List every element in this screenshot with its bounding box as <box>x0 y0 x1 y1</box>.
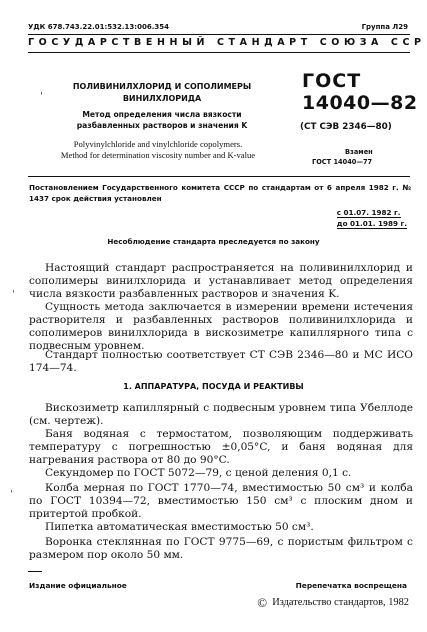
validity-dates <box>337 208 407 230</box>
margin-mark: ˈ <box>12 290 15 301</box>
section-heading: 1. АППАРАТУРА, ПОСУДА И РЕАКТИВЫ <box>123 382 304 391</box>
decree-text: Постановлением Государственного комитета СССР по стандартам от 6 апреля 1982 г. № 1437 срок действия установлен <box>29 183 411 203</box>
violation-notice: Несоблюдение стандарта преследуется по закону <box>107 237 320 246</box>
paragraph-flask: Колба мерная по ГОСТ 1770—74, вместимостью 50 см³ и колба по ГОСТ 10394—72, вместимостью 150 см³ с плоским дном и притертой пробкой. <box>29 482 413 520</box>
paragraph-stopwatch: Секундомер по ГОСТ 5072—79, с ценой деления 0,1 с. <box>45 467 352 479</box>
group-code: Группа Л29 <box>361 23 408 31</box>
copyright-icon: © <box>257 595 268 610</box>
margin-mark: ˈ <box>40 92 43 103</box>
english-title: Polyvinylchloride and vinylchloride copolymers. Method for determination viscosity number and K-value <box>60 139 256 160</box>
title-rule <box>28 176 410 177</box>
paragraph-water-bath: Баня водяная с термостатом, позволяющим поддерживать температуру с погрешностью ±0,05°C, и баня водяная для нагревания раствора от 80 до 90°C. <box>29 428 413 466</box>
paragraph-pipette: Пипетка автоматическая вместимостью 50 см³. <box>45 521 314 533</box>
paragraph-scope: Настоящий стандарт распространяется на поливинилхлорид и сополимеры винилхлорида и устанавливает метод определения числа вязкости разбавленных растворов и значения K. <box>29 262 413 300</box>
header-rule-top <box>28 34 410 35</box>
reprint-notice: Перепечатка воспрещена <box>295 581 407 590</box>
gost-number: 14040—82 <box>302 92 418 114</box>
publisher: Издательство стандартов, 1982 <box>272 597 409 608</box>
header-rule-bottom <box>28 52 410 53</box>
copyright-line <box>257 596 409 609</box>
udk-code: УДК 678.743.22.01:532.13:006.354 <box>28 23 169 31</box>
replaces-standard: ГОСТ 14040—77 <box>312 158 373 166</box>
sev-reference: (СТ СЭВ 2346—80) <box>300 122 392 132</box>
paragraph-compliance: Стандарт полностью соответствует СТ СЭВ 2346—80 и МС ИСО 174—74. <box>29 349 413 374</box>
replaces-label: Взамен <box>345 148 373 156</box>
document-subtitle: Метод определения числа вязкости разбавленных растворов и значения K <box>76 110 248 130</box>
footer-tick <box>28 571 42 572</box>
document-title: ПОЛИВИНИЛХЛОРИД И СОПОЛИМЕРЫ ВИНИЛХЛОРИДА <box>72 82 252 103</box>
state-standard-band: ГОСУДАРСТВЕННЫЙ СТАНДАРТ СОЮЗА ССР <box>28 37 426 48</box>
margin-mark: ˈ <box>10 490 13 501</box>
official-edition: Издание официальное <box>29 581 127 590</box>
paragraph-method-essence: Сущность метода заключается в измерении времени истечения растворителя и разбавленных растворов поливинилхлорида и сополимеров винилхлорида в вискозиметре капиллярного типа с подвесным уровнем. <box>29 301 413 352</box>
date-from: с 01.07. 1982 г. <box>336 208 401 217</box>
date-to: до 01.01. 1989 г. <box>336 218 407 228</box>
paragraph-funnel: Воронка стеклянная по ГОСТ 9775—69, с пористым фильтром с размером пор около 50 мм. <box>29 536 413 561</box>
gost-label: ГОСТ <box>302 70 362 92</box>
paragraph-viscometer: Вискозиметр капиллярный с подвесным уровнем типа Убеллоде (см. чертеж). <box>29 402 413 427</box>
header-top-line <box>28 23 408 31</box>
